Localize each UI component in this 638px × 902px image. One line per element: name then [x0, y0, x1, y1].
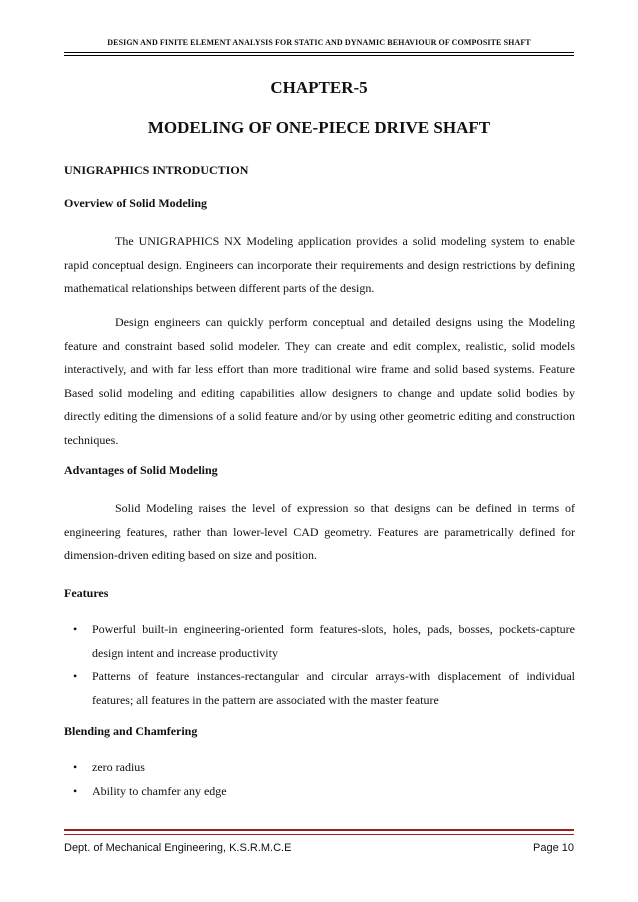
header-rule-double: [64, 55, 574, 56]
section-heading-blending: Blending and Chamfering: [64, 724, 198, 738]
running-header: DESIGN AND FINITE ELEMENT ANALYSIS FOR STATIC AND DYNAMIC BEHAVIOUR OF COMPOSITE SHAFT: [107, 38, 531, 47]
bullet-icon: •: [73, 760, 78, 774]
chapter-number: CHAPTER-5: [270, 78, 368, 97]
section-heading-features: Features: [64, 586, 109, 600]
paragraph-overview-2: Design engineers can quickly perform conceptual and detailed designs using the Modeling feature and constraint based solid modeler. They can create and edit complex, realistic, solid models interactively, and with far less effort than more traditional wire frame and solid based systems. Feature Based solid modeling and editing capabilities allow designers to change and update solid bodies by directly editing the dimensions of a solid feature and/or by using other geometric editing and construction techniques.: [64, 315, 575, 447]
paragraph-advantages-1: Solid Modeling raises the level of expression so that designs can be defined in terms of engineering features, rather than lower-level CAD geometry. Features are parametrically defined for dimension-driven editing based on size and position.: [64, 501, 575, 563]
footer-rule: [64, 829, 574, 831]
bullet-icon: •: [73, 669, 78, 684]
list-item-text: Ability to chamfer any edge: [92, 783, 227, 798]
bullet-icon: •: [73, 783, 78, 798]
list-item-text: Patterns of feature instances-rectangular and circular arrays-with displacement of individual features; all features in the pattern are associated with the master feature: [92, 669, 575, 707]
features-list: [64, 618, 575, 712]
footer-department: Dept. of Mechanical Engineering, K.S.R.M.C.E: [64, 842, 292, 854]
header-rule: [64, 52, 574, 53]
list-item: [64, 780, 575, 804]
list-item: [64, 665, 575, 712]
bullet-icon: •: [73, 622, 78, 636]
blending-list: [64, 756, 575, 803]
footer-rule-thin: [64, 834, 574, 835]
list-item: [64, 618, 575, 665]
list-item: [64, 756, 575, 780]
section-heading-advantages: Advantages of Solid Modeling: [64, 463, 218, 477]
list-item-text: zero radius: [92, 760, 145, 774]
chapter-title: MODELING OF ONE-PIECE DRIVE SHAFT: [147, 118, 491, 137]
section-heading-overview: Overview of Solid Modeling: [64, 196, 207, 210]
paragraph-overview-1: The UNIGRAPHICS NX Modeling application provides a solid modeling system to enable rapid conceptual design. Engineers can incorporate their requirements and design restrictions by defining mathematical relationships between different parts of the design.: [64, 234, 575, 296]
section-heading-intro: UNIGRAPHICS INTRODUCTION: [64, 163, 249, 177]
footer-page-number: Page 10: [533, 842, 574, 854]
list-item-text: Powerful built-in engineering-oriented form features-slots, holes, pads, bosses, pockets-capture design intent and increase productivity: [92, 622, 575, 660]
